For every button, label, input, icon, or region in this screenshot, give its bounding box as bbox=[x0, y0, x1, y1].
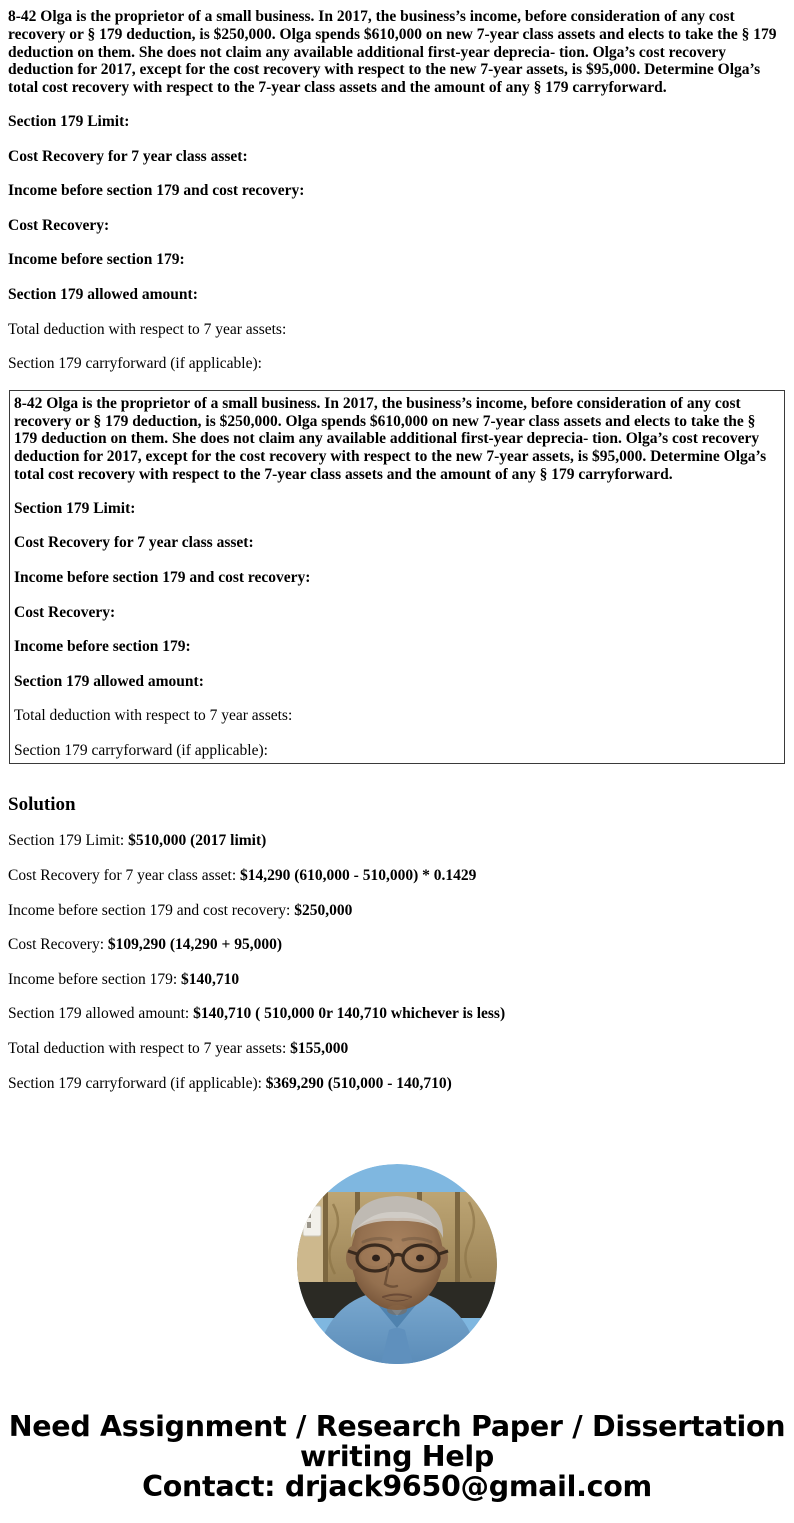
label-cost-recovery-7-year: Cost Recovery for 7 year class asset: bbox=[8, 147, 248, 165]
solution-label: Income before section 179 and cost recovery: bbox=[8, 901, 295, 919]
footer-cta bbox=[8, 1412, 786, 1520]
quoted-label-income-before-179: Income before section 179: bbox=[14, 638, 191, 656]
avatar bbox=[297, 1164, 497, 1364]
quoted-problem-statement: 8-42 Olga is the proprietor of a small business. In 2017, the business’s income, before consideration of any cost recovery or § 179 deduction, is $250,000. Olga spends $610,000 on new 7-year class assets and elects to take the § 179 deduction on them. She does not claim any available additional first-year deprecia- tion. Olga’s cost recovery deduction for 2017, except for the cost recovery with respect to the new 7-year assets, is $95,000. Determine Olga’s total cost recovery with respect to the 7-year class assets and the amount of any § 179 carryforward. bbox=[14, 394, 767, 483]
solution-section bbox=[0, 794, 794, 1520]
label-cost-recovery: Cost Recovery: bbox=[8, 216, 110, 234]
solution-row-cost-recovery bbox=[8, 936, 786, 954]
label-section-179-carryforward: Section 179 carryforward (if applicable): bbox=[8, 355, 262, 373]
quoted-label-section-179-carryforward: Section 179 carryforward (if applicable): bbox=[14, 741, 268, 759]
solution-row-income-before-179-and-cost-recovery bbox=[8, 902, 786, 920]
avatar-container bbox=[8, 1164, 786, 1364]
footer-line-2: writing Help bbox=[300, 1440, 494, 1474]
document-page bbox=[0, 0, 794, 373]
solution-row-section-179-allowed-amount bbox=[8, 1005, 786, 1023]
solution-value: $140,710 ( 510,000 0r 140,710 whichever is less) bbox=[193, 1005, 506, 1023]
solution-label: Cost Recovery for 7 year class asset: bbox=[8, 867, 241, 885]
solution-label: Total deduction with respect to 7 year assets: bbox=[8, 1040, 291, 1058]
solution-label: Cost Recovery: bbox=[8, 936, 108, 954]
quoted-label-cost-recovery: Cost Recovery: bbox=[14, 603, 116, 621]
quoted-label-cost-recovery-7-year: Cost Recovery for 7 year class asset: bbox=[14, 534, 254, 552]
quoted-problem-box bbox=[9, 390, 785, 765]
label-total-deduction: Total deduction with respect to 7 year assets: bbox=[8, 320, 287, 338]
solution-value: $155,000 bbox=[290, 1040, 349, 1058]
quoted-label-section-179-allowed-amount: Section 179 allowed amount: bbox=[14, 672, 204, 690]
problem-statement: 8-42 Olga is the proprietor of a small business. In 2017, the business’s income, before consideration of any cost recovery or § 179 deduction, is $250,000. Olga spends $610,000 on new 7-year class assets and elects to take the § 179 deduction on them. She does not claim any available additional first-year deprecia- tion. Olga’s cost recovery deduction for 2017, except for the cost recovery with respect to the new 7-year assets, is $95,000. Determine Olga’s total cost recovery with respect to the 7-year class assets and the amount of any § 179 carryforward. bbox=[8, 8, 777, 97]
solution-row-section-179-limit bbox=[8, 832, 786, 850]
solution-value: $140,710 bbox=[181, 970, 240, 988]
footer-line-3: Contact: drjack9650@gmail.com bbox=[142, 1470, 652, 1504]
solution-row-section-179-carryforward bbox=[8, 1075, 786, 1093]
label-income-before-179-and-cost-recovery: Income before section 179 and cost recovery: bbox=[8, 182, 305, 200]
footer-line-1: Need Assignment / Research Paper / Dissertation bbox=[8, 1410, 786, 1444]
solution-row-income-before-179 bbox=[8, 971, 786, 989]
quoted-label-income-before-179-and-cost-recovery: Income before section 179 and cost recovery: bbox=[14, 568, 311, 586]
solution-value: $510,000 (2017 limit) bbox=[128, 832, 267, 850]
quoted-label-section-179-limit: Section 179 Limit: bbox=[14, 499, 136, 517]
solution-label: Section 179 allowed amount: bbox=[8, 1005, 194, 1023]
solution-label: Section 179 carryforward (if applicable): bbox=[8, 1074, 266, 1092]
solution-heading: Solution bbox=[8, 794, 76, 816]
solution-label: Income before section 179: bbox=[8, 970, 182, 988]
label-income-before-179: Income before section 179: bbox=[8, 251, 185, 269]
quoted-label-total-deduction: Total deduction with respect to 7 year assets: bbox=[14, 707, 293, 725]
portrait-photo-icon bbox=[297, 1164, 497, 1364]
solution-value: $14,290 (610,000 - 510,000) * 0.1429 bbox=[240, 867, 477, 885]
solution-row-cost-recovery-7-year bbox=[8, 867, 786, 885]
solution-label: Section 179 Limit: bbox=[8, 832, 129, 850]
solution-row-total-deduction bbox=[8, 1040, 786, 1058]
problem-label-list bbox=[8, 113, 786, 373]
solution-value: $369,290 (510,000 - 140,710) bbox=[265, 1074, 452, 1092]
solution-value: $250,000 bbox=[294, 901, 353, 919]
solution-value: $109,290 (14,290 + 95,000) bbox=[107, 936, 283, 954]
label-section-179-allowed-amount: Section 179 allowed amount: bbox=[8, 285, 198, 303]
label-section-179-limit: Section 179 Limit: bbox=[8, 112, 130, 130]
